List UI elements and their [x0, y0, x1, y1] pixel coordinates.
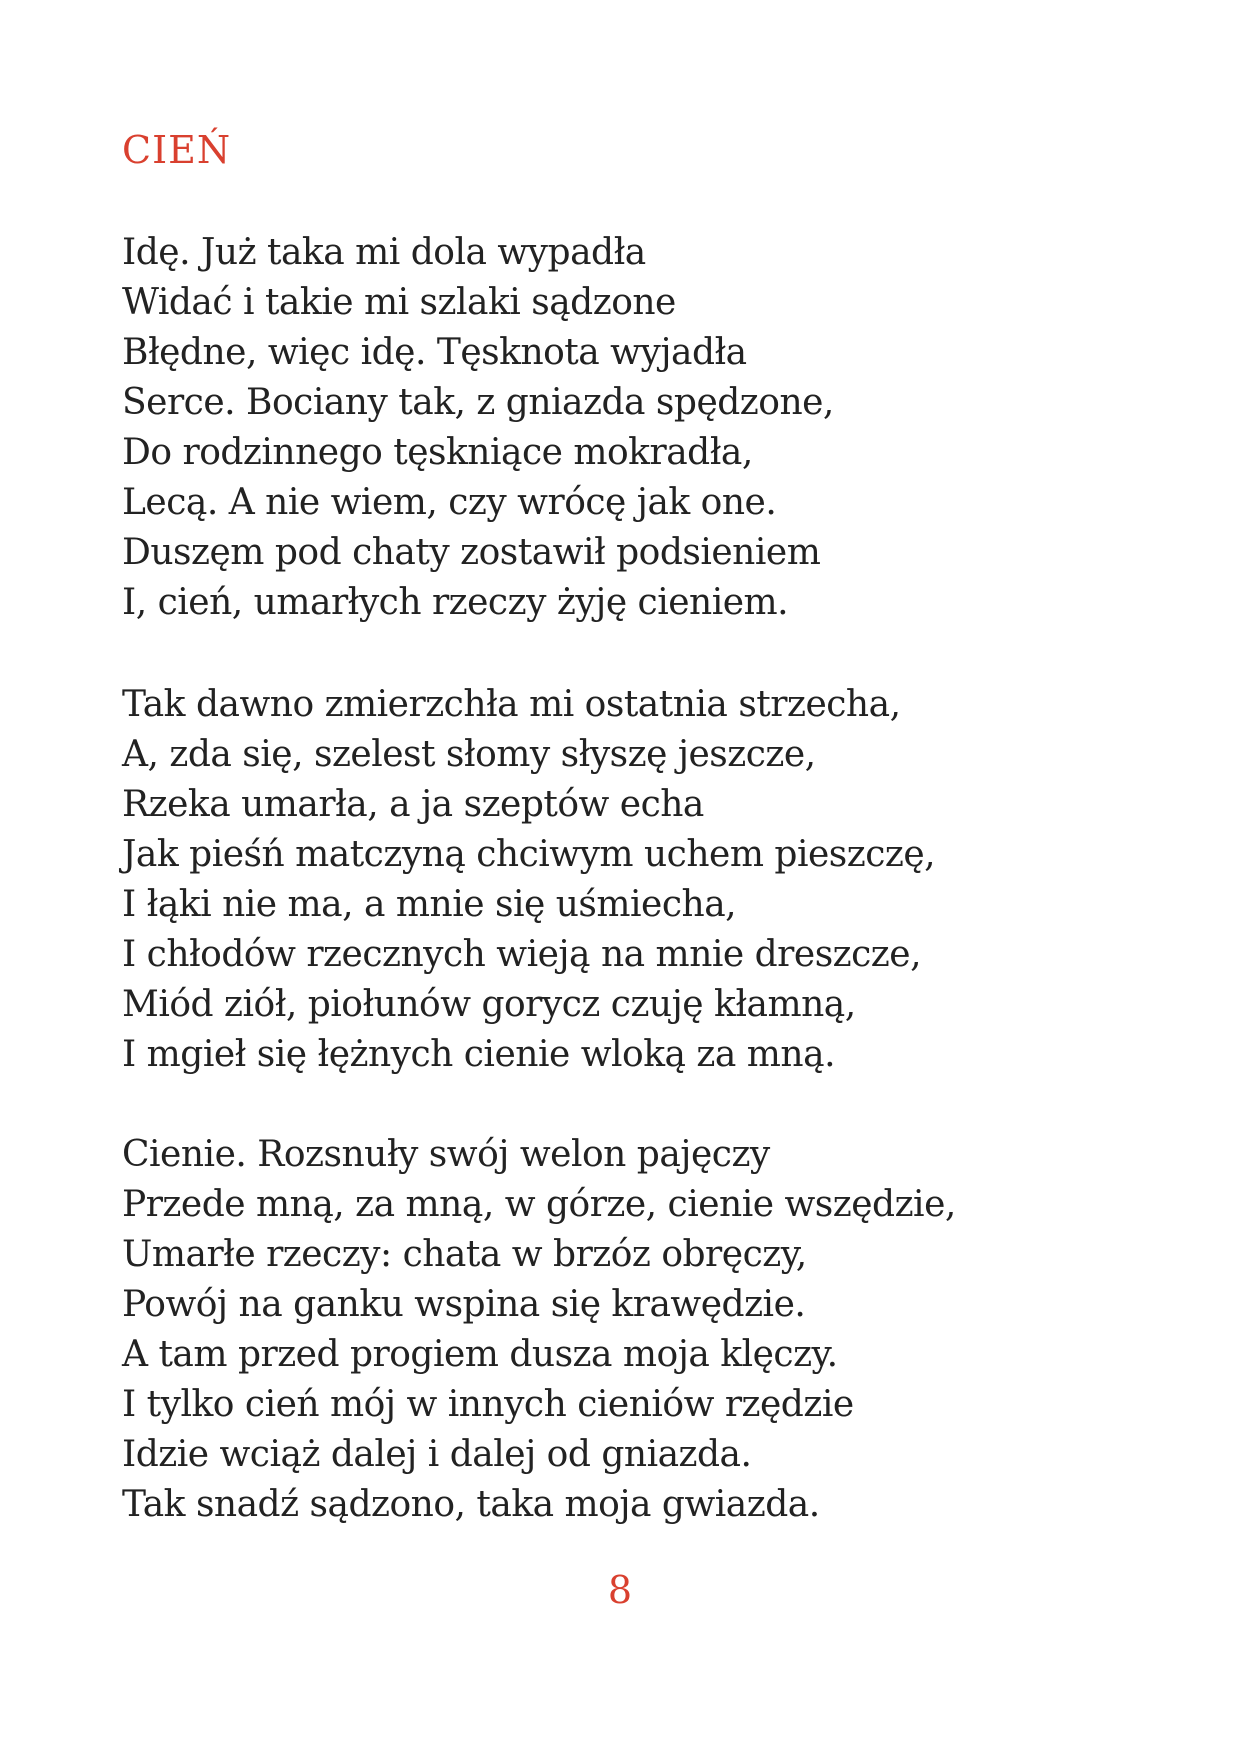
verse-line: Widać i takie mi szlaki sądzone	[122, 282, 676, 323]
verse-line: Przede mną, za mną, w górze, cienie wszędzie,	[122, 1184, 956, 1225]
stanza-2	[122, 680, 935, 1080]
page-number: 8	[607, 1568, 633, 1612]
verse-line: Umarłe rzeczy: chata w brzóz obręczy,	[122, 1234, 807, 1275]
verse-line: Cienie. Rozsnuły swój welon pajęczy	[122, 1134, 770, 1175]
verse-line: Tak dawno zmierzchła mi ostatnia strzecha,	[122, 684, 901, 725]
verse-line: Duszęm pod chaty zostawił podsieniem	[122, 532, 821, 573]
verse-line: Powój na ganku wspina się krawędzie.	[122, 1284, 806, 1325]
verse-line: Miód ziół, piołunów gorycz czuję kłamną,	[122, 984, 856, 1025]
verse-line: Idę. Już taka mi dola wypadła	[122, 232, 646, 273]
verse-line: I łąki nie ma, a mnie się uśmiecha,	[122, 884, 737, 925]
verse-line: I chłodów rzecznych wieją na mnie dreszcze,	[122, 934, 922, 975]
stanza-1	[122, 228, 834, 628]
verse-line: I mgieł się łężnych cienie wloką za mną.	[122, 1034, 836, 1075]
verse-line: Tak snadź sądzono, taka moja gwiazda.	[122, 1484, 820, 1525]
stanza-3	[122, 1130, 956, 1530]
verse-line: I tylko cień mój w innych cieniów rzędzie	[122, 1384, 854, 1425]
verse-line: Rzeka umarła, a ja szeptów echa	[122, 784, 704, 825]
verse-line: A tam przed progiem dusza moja klęczy.	[122, 1334, 838, 1375]
verse-line: Serce. Bociany tak, z gniazda spędzone,	[122, 382, 834, 423]
verse-line: Do rodzinnego tęskniące mokradła,	[122, 432, 753, 473]
verse-line: Lecą. A nie wiem, czy wrócę jak one.	[122, 482, 777, 523]
verse-line: Idzie wciąż dalej i dalej od gniazda.	[122, 1434, 752, 1475]
verse-line: A, zda się, szelest słomy słyszę jeszcze,	[122, 734, 816, 775]
verse-line: Jak pieśń matczyną chciwym uchem pieszczę,	[122, 834, 936, 875]
verse-line: I, cień, umarłych rzeczy żyję cieniem.	[122, 582, 789, 623]
poem-title: CIEŃ	[122, 128, 232, 172]
verse-line: Błędne, więc idę. Tęsknota wyjadła	[122, 332, 747, 373]
